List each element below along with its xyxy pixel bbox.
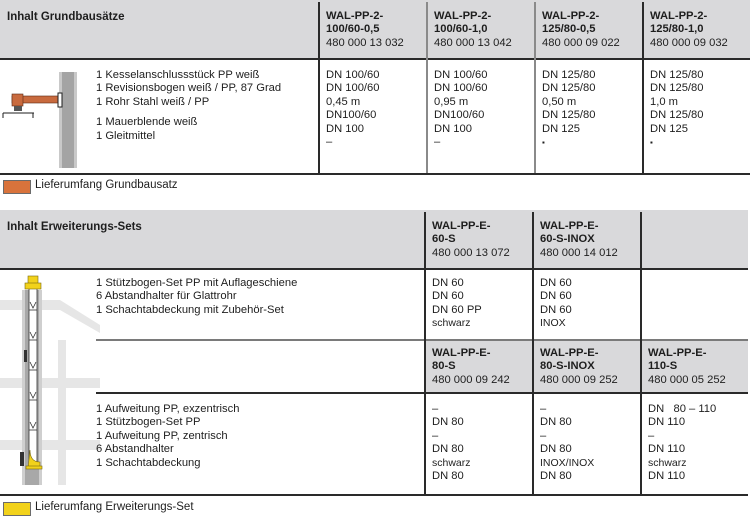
list-item: 1 Stützbogen-Set PP <box>96 416 201 429</box>
cell-value: DN 80 <box>540 416 572 429</box>
table1-values <box>434 69 488 149</box>
cell-value: DN 60 <box>540 303 572 316</box>
product-name: WAL-PP-E- <box>648 347 707 359</box>
cell-value: DN 125/80 <box>542 69 596 81</box>
cell-value: DN 100/60 <box>434 69 488 81</box>
table2-group1-items <box>96 277 297 317</box>
product-name: WAL-PP-2- <box>434 10 492 22</box>
divider <box>96 339 748 341</box>
cell-value: INOX/INOX <box>540 456 595 469</box>
divider <box>0 494 748 496</box>
list-item: 6 Abstandhalter für Glattrohr <box>96 290 237 303</box>
list-item: 6 Abstandhalter <box>96 443 174 456</box>
product-name: WAL-PP-2- <box>650 10 708 22</box>
column-divider <box>424 212 426 495</box>
cell-value: DN100/60 <box>434 109 485 122</box>
cell-value: schwarz <box>432 317 471 330</box>
cell-value: DN 100/60 <box>326 69 380 81</box>
cell-value: ▪ <box>542 137 545 147</box>
table1-title: Inhalt Grundbausätze <box>7 11 125 23</box>
divider <box>0 58 750 60</box>
table2-group1-values <box>540 277 572 331</box>
article-number: 480 000 09 242 <box>432 373 510 386</box>
cell-value: DN 80 <box>540 469 572 482</box>
cell-value: – <box>648 429 655 442</box>
cell-value: DN 60 <box>432 277 464 289</box>
column-divider <box>642 2 644 174</box>
list-item: 1 Schachtabdeckung mit Zubehör-Set <box>96 303 284 316</box>
cell-value: schwarz <box>432 456 471 469</box>
cell-value: DN 60 PP <box>432 303 482 316</box>
boiler-connection-icon <box>0 60 90 170</box>
list-item: 1 Rohr Stahl weiß / PP <box>96 95 210 108</box>
table1-items <box>96 69 281 143</box>
table1-col-header <box>434 10 512 50</box>
cell-value: – <box>540 403 547 415</box>
table2-col-header <box>432 220 510 260</box>
list-item: 1 Kesselanschlussstück PP weiß <box>96 69 260 81</box>
cell-value: 0,50 m <box>542 95 577 108</box>
table2-header <box>0 210 748 268</box>
table1-values <box>326 69 380 149</box>
table2-group2-values <box>540 403 594 483</box>
cell-value: DN 80 <box>540 443 572 456</box>
product-name: WAL-PP-E- <box>540 347 599 359</box>
cell-value: – <box>326 135 333 148</box>
cell-value: DN 100/60 <box>434 82 488 95</box>
table1-col-header <box>542 10 620 50</box>
column-divider <box>532 212 534 495</box>
table2-title: Inhalt Erweiterungs-Sets <box>7 221 142 233</box>
cell-value: DN 125/80 <box>542 109 596 122</box>
product-name: WAL-PP-2- <box>326 10 384 22</box>
table1-col-header <box>650 10 728 50</box>
legend-swatch-orange <box>3 180 31 194</box>
cell-value: DN 60 <box>540 277 572 289</box>
product-name: 60-S-INOX <box>540 233 595 246</box>
legend-swatch-yellow <box>3 502 31 516</box>
product-name: 60-S <box>432 233 456 246</box>
cell-value: DN 60 <box>432 290 464 303</box>
table2-group2-values <box>648 403 716 483</box>
table2-col-header <box>540 347 618 387</box>
cell-value: INOX <box>540 317 566 330</box>
cell-value: 1,0 m <box>650 95 678 108</box>
cell-value: DN 80 – 110 <box>648 403 717 415</box>
product-name: 125/80-1,0 <box>650 23 704 36</box>
list-item: 1 Aufweitung PP, exzentrisch <box>96 403 240 415</box>
list-item: 1 Schachtabdeckung <box>96 456 201 469</box>
cell-value: DN 110 <box>648 416 686 429</box>
cell-value: – <box>434 135 441 148</box>
product-name: 110-S <box>648 360 678 373</box>
product-name: WAL-PP-E- <box>432 347 491 359</box>
cell-value: DN 125/80 <box>650 109 704 122</box>
table1-values <box>542 69 596 149</box>
cell-value: DN 100 <box>434 122 472 135</box>
cell-value: DN 110 <box>648 443 686 456</box>
product-name: 100/60-1,0 <box>434 23 488 36</box>
list-item: 1 Stützbogen-Set PP mit Auflageschiene <box>96 277 298 289</box>
product-name: 125/80-0,5 <box>542 23 596 36</box>
table2-group2-items <box>96 403 239 470</box>
table2-group1-values <box>432 277 482 331</box>
divider <box>0 268 748 270</box>
article-number: 480 000 09 252 <box>540 373 618 386</box>
cell-value: schwarz <box>648 456 687 469</box>
cell-value: DN100/60 <box>326 109 377 122</box>
product-name: WAL-PP-2- <box>542 10 600 22</box>
table1-col-header <box>326 10 404 50</box>
cell-value: DN 80 <box>432 469 464 482</box>
list-item: 1 Aufweitung PP, zentrisch <box>96 429 228 442</box>
cell-value: ▪ <box>650 137 653 147</box>
cell-value: DN 125/80 <box>650 82 704 95</box>
divider <box>0 173 750 175</box>
column-divider <box>426 2 428 174</box>
product-name: 80-S <box>432 360 456 373</box>
column-divider <box>640 212 642 495</box>
article-number: 480 000 09 022 <box>542 36 620 49</box>
table2-col-header <box>540 220 618 260</box>
divider <box>96 392 748 394</box>
cell-value: DN 125/80 <box>650 69 704 81</box>
cell-value: 0,95 m <box>434 95 469 108</box>
column-divider <box>318 2 320 174</box>
cell-value: DN 110 <box>648 469 686 482</box>
cell-value: DN 80 <box>432 416 464 429</box>
product-name: WAL-PP-E- <box>540 220 599 232</box>
cell-value: – <box>432 429 439 442</box>
article-number: 480 000 05 252 <box>648 373 726 386</box>
cell-value: 0,45 m <box>326 95 361 108</box>
product-name: 80-S-INOX <box>540 360 595 373</box>
table1-values <box>650 69 704 149</box>
article-number: 480 000 14 012 <box>540 246 618 259</box>
cell-value: DN 80 <box>432 443 464 456</box>
cell-value: – <box>540 429 547 442</box>
cell-value: DN 125 <box>650 122 688 135</box>
list-item: 1 Mauerblende weiß <box>96 116 198 129</box>
cell-value: DN 100/60 <box>326 82 380 95</box>
cell-value: DN 60 <box>540 290 572 303</box>
list-item: 1 Revisionsbogen weiß / PP, 87 Grad <box>96 82 282 95</box>
article-number: 480 000 13 032 <box>326 36 404 49</box>
article-number: 480 000 09 032 <box>650 36 728 49</box>
cell-value: DN 125 <box>542 122 580 135</box>
chimney-shaft-icon <box>0 270 100 485</box>
article-number: 480 000 13 042 <box>434 36 512 49</box>
legend-label: Lieferumfang Grundbausatz <box>35 179 178 191</box>
list-item: 1 Gleitmittel <box>96 129 156 142</box>
legend-label: Lieferumfang Erweiterungs-Set <box>35 501 194 513</box>
column-divider <box>534 2 536 174</box>
product-name: 100/60-0,5 <box>326 23 380 36</box>
table2-col-header <box>648 347 726 387</box>
cell-value: DN 125/80 <box>542 82 596 95</box>
table2-group2-values <box>432 403 471 483</box>
table2-col-header <box>432 347 510 387</box>
cell-value: – <box>432 403 439 415</box>
cell-value: DN 100 <box>326 122 364 135</box>
article-number: 480 000 13 072 <box>432 246 510 259</box>
product-name: WAL-PP-E- <box>432 220 491 232</box>
